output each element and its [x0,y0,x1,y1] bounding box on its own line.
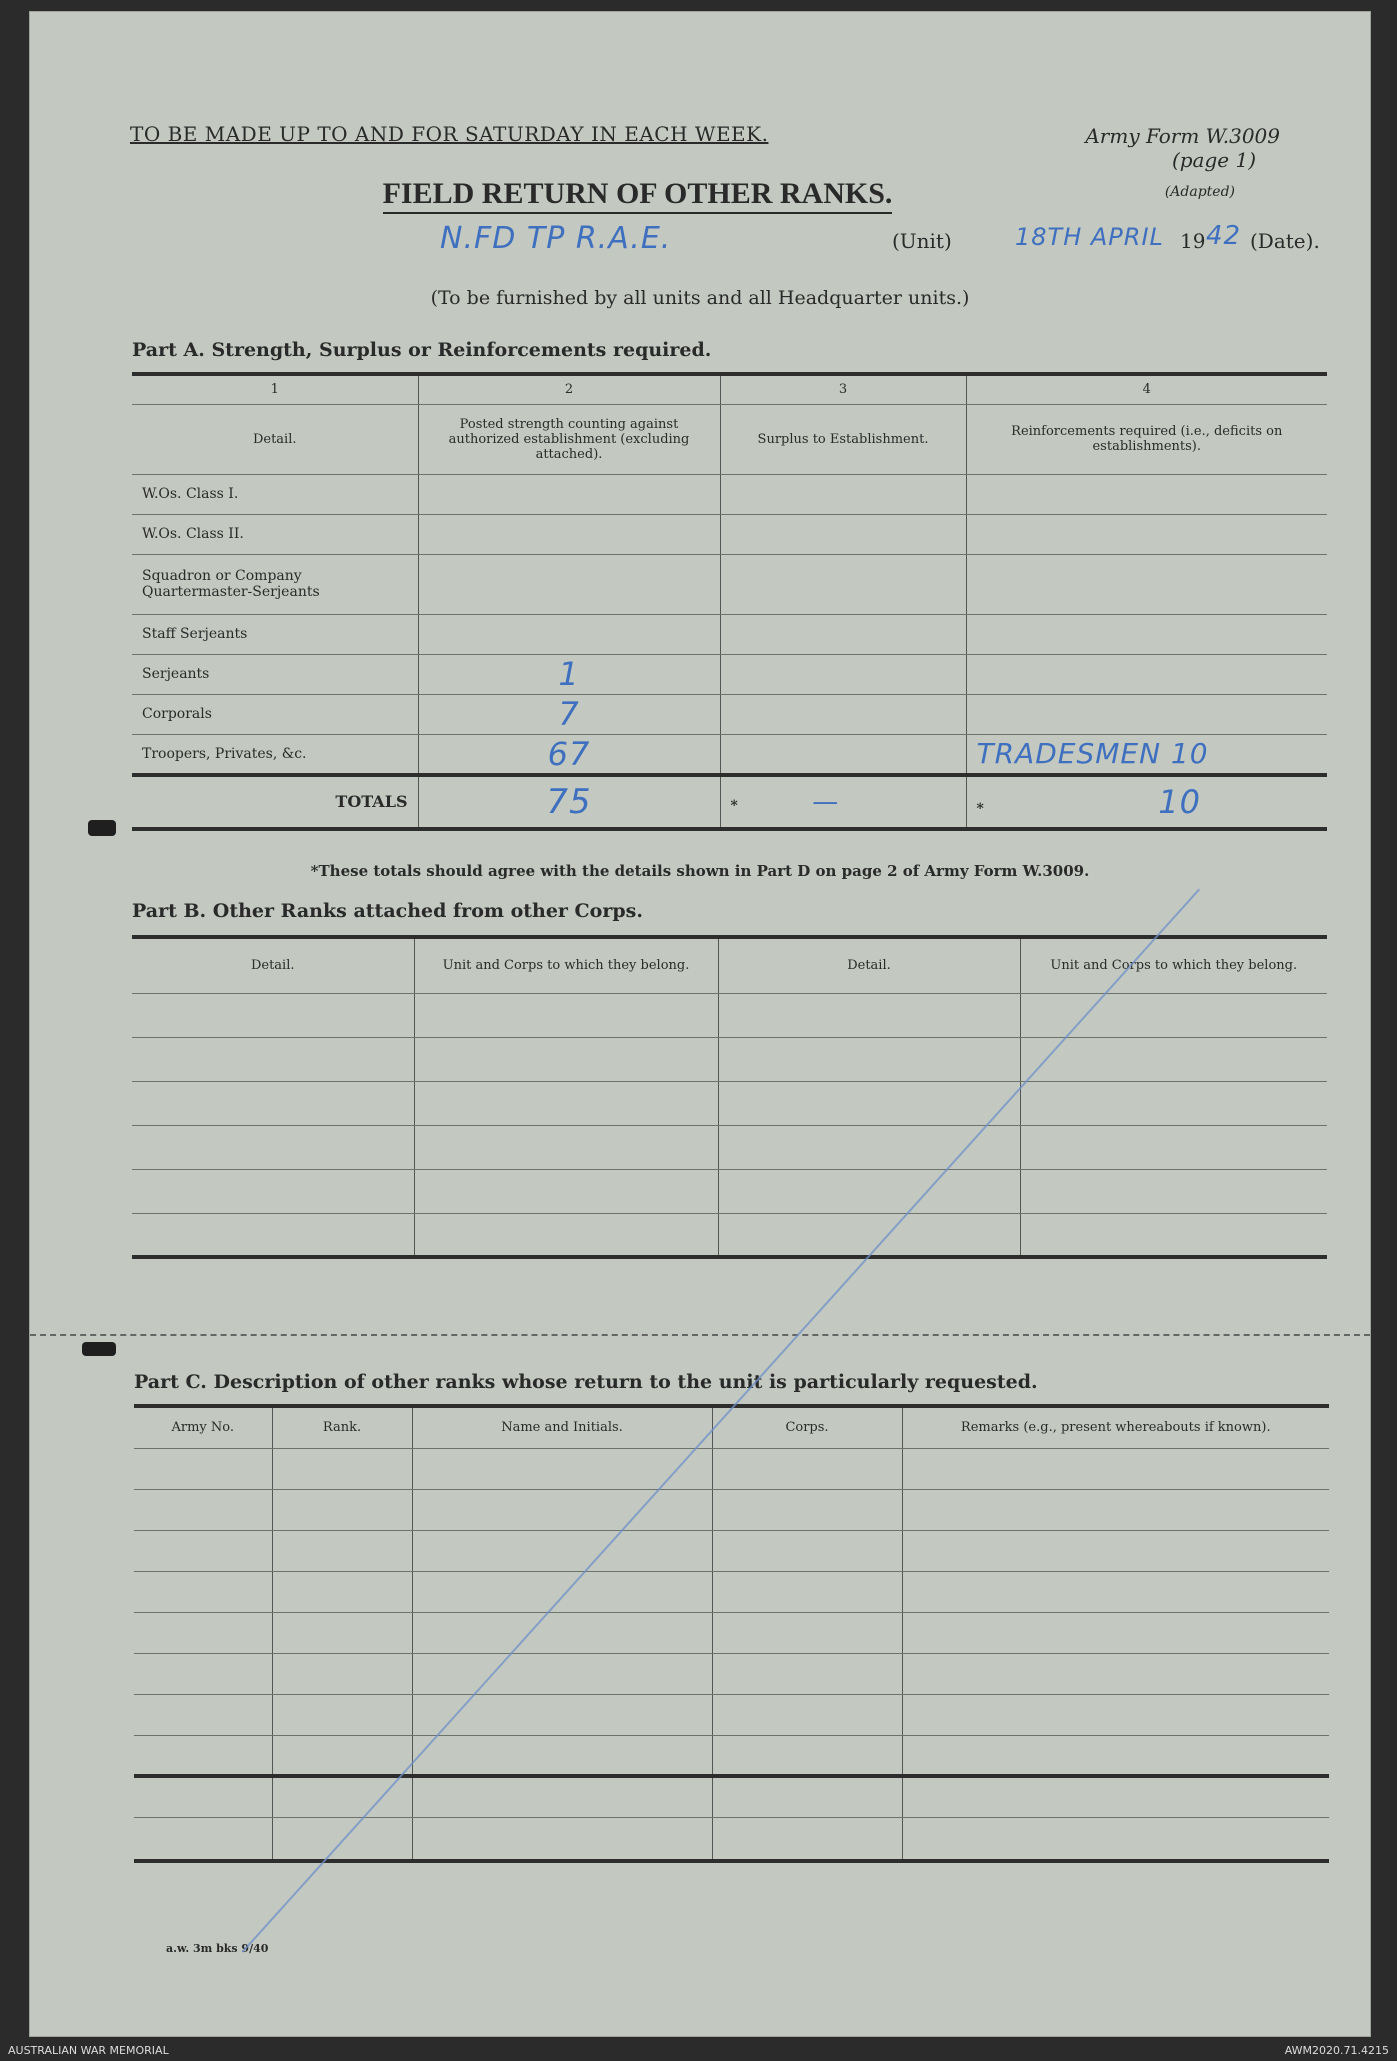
col-header-unit-corps: Unit and Corps to which they belong. [1020,937,1327,993]
table-row [132,514,1327,554]
totals-surplus-star: * [730,797,738,814]
row-reinforcements [966,614,1327,654]
row-reinforcements [966,514,1327,554]
col-header-surplus: Surplus to Establishment. [720,404,966,474]
col-header-remarks: Remarks (e.g., present whereabouts if known). [902,1406,1329,1448]
totals-label: TOTALS [132,775,418,829]
col-number: 1 [132,374,418,404]
col-header-name: Name and Initials. [412,1406,712,1448]
form-title: FIELD RETURN OF OTHER RANKS. [383,177,893,214]
col-header-posted: Posted strength counting against authorized establishment (excluding attached). [418,404,720,474]
row-posted: 67 [418,734,720,775]
table-row [132,734,1327,775]
form-title-wrap [30,177,1370,211]
col-header-rank: Rank. [272,1406,412,1448]
totals-surplus: — [812,786,840,817]
part-c-heading: Part C. Description of other ranks whose return to the unit is particularly requested. [134,1371,1038,1393]
col-header-detail: Detail. [132,404,418,474]
totals-reinf-cell [966,775,1327,829]
row-posted: 7 [418,694,720,734]
row-detail: W.Os. Class II. [132,514,418,554]
form-number-block [1085,124,1280,172]
table-row [132,554,1327,614]
part-c-header-row [134,1406,1329,1448]
totals-posted: 75 [418,775,720,829]
part-a-number-row [132,374,1327,404]
table-row [132,614,1327,654]
table-row [132,1125,1327,1169]
footer-left: AUSTRALIAN WAR MEMORIAL [8,2044,169,2057]
table-row [132,1037,1327,1081]
row-detail: W.Os. Class I. [132,474,418,514]
unit-handwritten: N.FD TP R.A.E. [440,221,672,256]
form-sheet [30,12,1370,2036]
col-header-reinforcements: Reinforcements required (i.e., deficits on establishments). [966,404,1327,474]
row-detail: Troopers, Privates, &c. [132,734,418,775]
table-row [132,993,1327,1037]
row-surplus [720,734,966,775]
part-a-heading: Part A. Strength, Surplus or Reinforcements required. [132,339,712,361]
footer-right: AWM2020.71.4215 [1284,2044,1389,2057]
part-b-heading: Part B. Other Ranks attached from other Corps. [132,900,643,922]
totals-reinf-star: * [976,800,984,817]
table-row [134,1694,1329,1735]
row-surplus [720,614,966,654]
row-detail: Squadron or Company Quartermaster-Serjeants [132,554,418,614]
totals-surplus-cell [720,775,966,829]
row-reinforcements [966,694,1327,734]
punch-hole-mark [82,1342,116,1356]
row-reinforcements [966,474,1327,514]
totals-row [132,775,1327,829]
table-row [134,1489,1329,1530]
table-row [134,1776,1329,1817]
row-posted [418,614,720,654]
row-posted: 1 [418,654,720,694]
year-prefix: 19 [1180,229,1206,253]
row-reinforcements: TRADESMEN 10 [966,734,1327,775]
table-row [132,474,1327,514]
part-c-table [134,1404,1329,1863]
totals-reinf: 10 [1158,782,1201,821]
table-row [134,1530,1329,1571]
row-surplus [720,474,966,514]
part-b-table [132,935,1327,1259]
col-header-corps: Corps. [712,1406,902,1448]
row-posted [418,554,720,614]
part-a-footnote: *These totals should agree with the details shown in Part D on page 2 of Army Form W.3009. [310,862,1090,880]
unit-label: (Unit) [892,229,952,253]
date-handwritten: 18TH APRIL [1015,223,1164,251]
row-detail: Corporals [132,694,418,734]
punch-hole-mark [88,820,116,836]
table-row [132,1213,1327,1257]
table-row [134,1653,1329,1694]
col-number: 2 [418,374,720,404]
table-row [132,1169,1327,1213]
page-label: (page 1) [1171,148,1256,172]
part-a-header-row [132,404,1327,474]
row-posted [418,474,720,514]
table-row [132,694,1327,734]
row-detail: Staff Serjeants [132,614,418,654]
table-row [134,1612,1329,1653]
col-number: 4 [966,374,1327,404]
col-header-unit-corps: Unit and Corps to which they belong. [414,937,718,993]
part-a-table [132,372,1327,831]
table-row [132,1081,1327,1125]
row-posted [418,514,720,554]
table-row [132,654,1327,694]
date-label: (Date). [1250,229,1320,253]
top-instruction: TO BE MADE UP TO AND FOR SATURDAY IN EACH WEEK. [130,122,769,146]
col-number: 3 [720,374,966,404]
table-row [134,1817,1329,1861]
table-row [134,1735,1329,1776]
table-row [134,1448,1329,1489]
row-reinforcements [966,654,1327,694]
row-reinforcements [966,554,1327,614]
year-handwritten: 42 [1206,221,1242,251]
row-surplus [720,514,966,554]
table-row [134,1571,1329,1612]
adapted-label: (Adapted) [1164,184,1235,200]
col-header-detail: Detail. [132,937,414,993]
col-header-detail: Detail. [718,937,1020,993]
perforation-line [30,1334,1370,1336]
print-code: a.w. 3m bks 9/40 [166,1942,269,1955]
col-header-army-no: Army No. [134,1406,272,1448]
row-surplus [720,654,966,694]
unit-date-line [440,221,1320,257]
furnish-note: (To be furnished by all units and all Headquarter units.) [430,287,970,309]
row-detail: Serjeants [132,654,418,694]
form-number: Army Form W.3009 [1085,124,1280,148]
row-surplus [720,554,966,614]
row-surplus [720,694,966,734]
